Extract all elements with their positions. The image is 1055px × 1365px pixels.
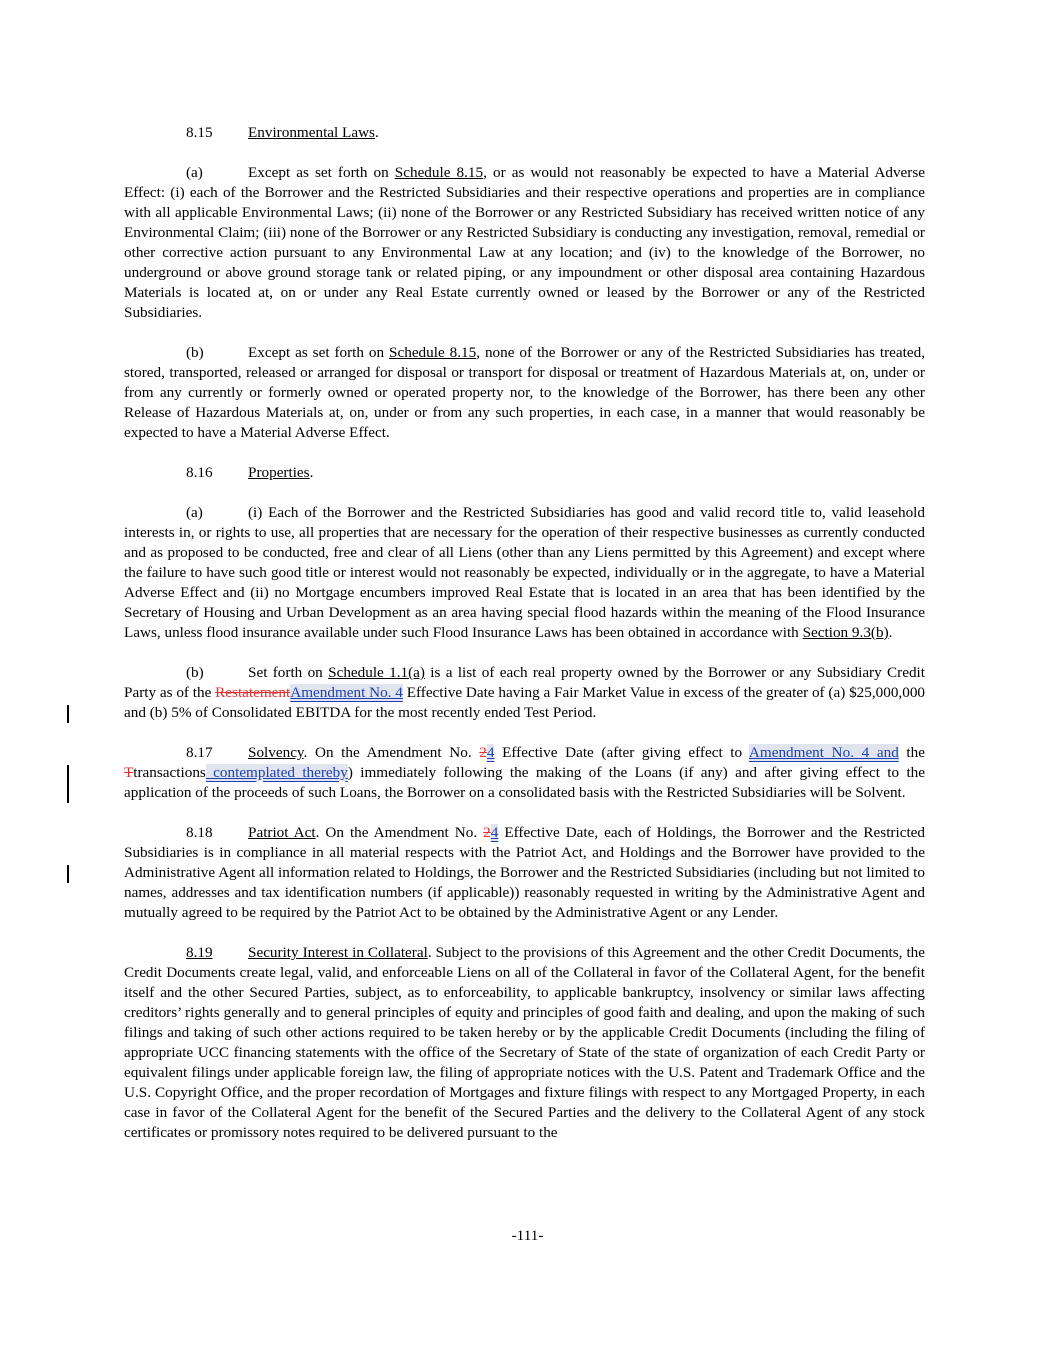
change-bar-817 bbox=[67, 765, 69, 803]
document-body bbox=[124, 123, 925, 1163]
inserted-text: Amendment No. 4 bbox=[290, 684, 403, 701]
inserted-text: Amendment No. 4 and bbox=[748, 744, 899, 761]
schedule-reference: Schedule 1.1(a) bbox=[328, 664, 425, 681]
deleted-text: Restatement bbox=[215, 684, 291, 701]
schedule-reference: Schedule 8.15 bbox=[394, 164, 484, 181]
inserted-text: 4 bbox=[490, 824, 499, 841]
heading-8-16: 8.16 Properties. bbox=[186, 464, 314, 481]
section-number: 8.19 bbox=[186, 944, 213, 961]
section-title: Security Interest in Collateral bbox=[248, 944, 428, 961]
section-number: 8.16 bbox=[186, 464, 213, 481]
heading-8-15: 8.15 Environmental Laws. bbox=[186, 124, 379, 141]
deleted-text: T bbox=[124, 764, 134, 781]
clause-label: (b) bbox=[186, 664, 204, 681]
change-bar-818 bbox=[67, 865, 69, 883]
clause-label: (b) bbox=[186, 344, 204, 361]
clause-label: (a) bbox=[186, 504, 203, 521]
paragraph-8-15-a: (a) Except as set forth on Schedule 8.15, or as would not reasonably be expected to have a Material Adverse Effect: (i) each of the Borrower and the Restricted Subsidiaries and their respective operations and properties are in compliance with all applicable Environmental Laws; (ii) none of the Borrower or any Restricted Subsidiary has received written notice of any Environmental Claim; (iii) none of the Borrower or any Restricted Subsidiary is conducting any investigation, removal, remedial or other corrective action pursuant to any Environmental Law at any location; and (iv) to the knowledge of the Borrower, no underground or above ground storage tank or related piping, or any impoundment or other disposal area containing Hazardous Materials is located at, on or under any Real Estate currently owned or leased by the Borrower or any of the Restricted Subsidiaries. bbox=[124, 164, 925, 321]
schedule-reference: Schedule 8.15 bbox=[389, 344, 477, 361]
paragraph-8-19: 8.19 Security Interest in Collateral. Subject to the provisions of this Agreement and the other Credit Documents, the Credit Documents create legal, valid, and enforceable Liens on all of the Collateral in favor of the Collateral Agent, for the benefit itself and the other Secured Parties, subject, as to enforceability, to applicable bankruptcy, insolvency or similar laws affecting creditors’ rights generally and to general principles of equity and principles of good faith and dealing, and upon the making of such filings and taking of such other actions required to be taken hereby or by the applicable Credit Documents (including the filing of appropriate UCC financing statements with the office of the Secretary of State of the state of organization of each Credit Party or equivalent filings under applicable foreign law, the filing of appropriate notices with the U.S. Patent and Trademark Office and the U.S. Copyright Office, and the proper recordation of Mortgages and fixture filings with respect to any Mortgaged Property, in each case in favor of the Collateral Agent for the benefit of the Secured Parties and the delivery to the Collateral Agent of any stock certificates or promissory notes required to be delivered pursuant to the bbox=[124, 944, 926, 1141]
page-number: -111- bbox=[511, 1227, 544, 1244]
change-bar-816b bbox=[67, 705, 69, 723]
inserted-text: contemplated thereby bbox=[205, 764, 348, 781]
deleted-text: 2 bbox=[479, 744, 487, 761]
deleted-text: 2 bbox=[483, 824, 491, 841]
paragraph-8-17: 8.17 Solvency. On the Amendment No. 24 Effective Date (after giving effect to Amendment No. 4 and the Ttransactions contemplated thereby) immediately following the making of the Loans (if any) and after giving effect to the application of the proceeds of such Loans, the Borrower on a consolidated basis with the Restricted Subsidiaries will be Solvent. bbox=[124, 744, 925, 801]
clause-label: (a) bbox=[186, 164, 203, 181]
paragraph-8-16-a: (a) (i) Each of the Borrower and the Restricted Subsidiaries has good and valid record title to, valid leasehold interests in, or rights to use, all properties that are necessary for the operation of their respective businesses as currently conducted and as proposed to be conducted, free and clear of all Liens (other than any Liens permitted by this Agreement) and except where the failure to have such good title or interest would not reasonably be expected, individually or in the aggregate, to have a Material Adverse Effect and (ii) no Mortgage encumbers improved Real Estate that is located in an area that has been identified by the Secretary of Housing and Urban Development as an area having special flood hazards within the meaning of the Flood Insurance Laws, unless flood insurance available under such Flood Insurance Laws has been obtained in accordance with Section 9.3(b). bbox=[124, 504, 925, 641]
section-title: Environmental Laws bbox=[248, 124, 375, 141]
paragraph-8-15-b: (b) Except as set forth on Schedule 8.15, none of the Borrower or any of the Restricted Subsidiaries has treated, stored, transported, released or arranged for disposal or transport for disposal or treatment of Hazardous Materials at, on, under or from any currently or formerly owned or operated property nor, to the knowledge of the Borrower, has there been any other Release of Hazardous Materials at, on, under or from any such properties, in each case, in a manner that would reasonably be expected to have a Material Adverse Effect. bbox=[124, 344, 926, 441]
section-reference: Section 9.3(b) bbox=[802, 624, 889, 641]
section-title: Solvency bbox=[248, 744, 304, 761]
section-number: 8.17 bbox=[186, 744, 213, 761]
paragraph-8-18: 8.18 Patriot Act. On the Amendment No. 24 Effective Date, each of Holdings, the Borrower and the Restricted Subsidiaries is in compliance in all material respects with the Patriot Act, and Holdings and the Borrower have provided to the Administrative Agent all information related to Holdings, the Borrower and the Restricted Subsidiaries (including but not limited to names, addresses and tax identification numbers (if applicable)) reasonably requested in writing by the Administrative Agent and mutually agreed to be required by the Patriot Act to be obtained by the Administrative Agent or any Lender. bbox=[124, 824, 925, 921]
section-number: 8.15 bbox=[186, 124, 213, 141]
section-title: Properties bbox=[248, 464, 310, 481]
paragraph-8-16-b: (b) Set forth on Schedule 1.1(a) is a list of each real property owned by the Borrower or any Subsidiary Credit Party as of the RestatementAmendment No. 4 Effective Date having a Fair Market Value in excess of the greater of (a) $25,000,000 and (b) 5% of Consolidated EBITDA for the most recently ended Test Period. bbox=[124, 664, 926, 721]
section-number: 8.18 bbox=[186, 824, 213, 841]
inserted-text: 4 bbox=[486, 744, 495, 761]
section-title: Patriot Act bbox=[248, 824, 316, 841]
